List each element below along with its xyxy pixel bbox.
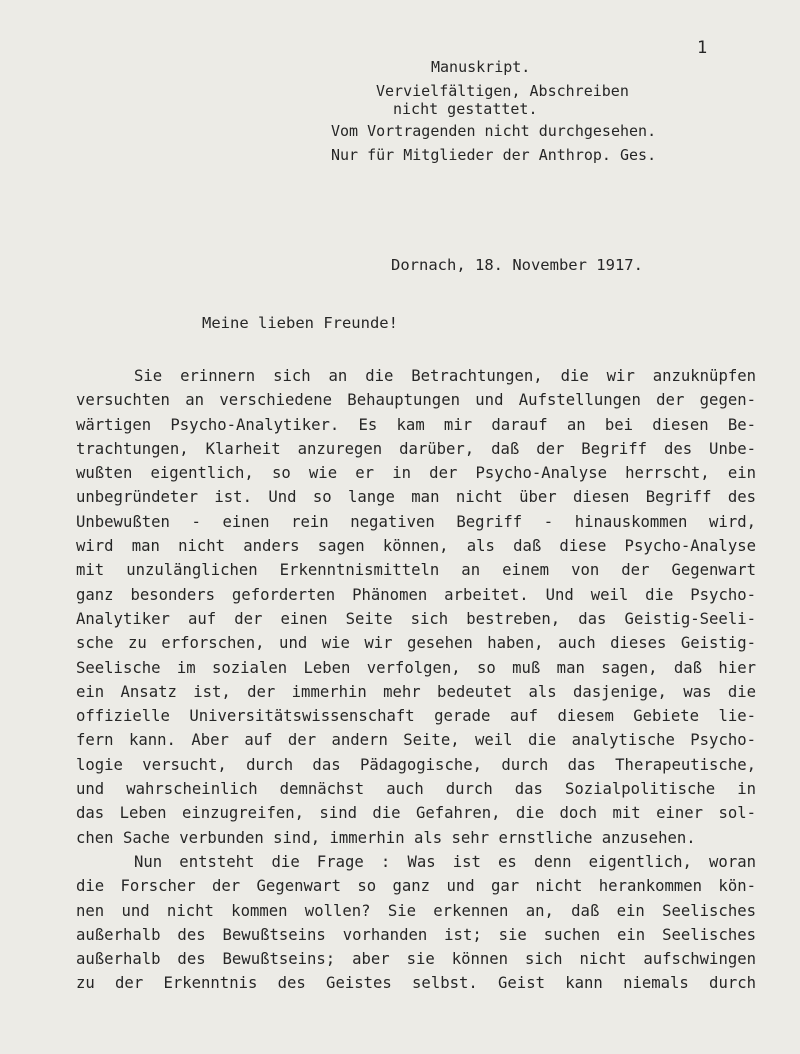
text-line: wußten eigentlich, so wie er in der Psycho-Analyse herrscht, ein (76, 464, 756, 483)
text-line: wärtigen Psycho-Analytiker. Es kam mir darauf an bei diesen Be- (76, 415, 756, 434)
header-line: Vom Vortragenden nicht durchgesehen. (331, 122, 657, 140)
header-line: Nur für Mitglieder der Anthrop. Ges. (331, 146, 657, 164)
text-line: das Leben einzugreifen, sind die Gefahren, die doch mit einer sol- (76, 804, 756, 823)
date-line: Dornach, 18. November 1917. (391, 256, 643, 274)
text-line: zu der Erkenntnis des Geistes selbst. Geist kann niemals durch (76, 974, 756, 993)
text-line: ganz besonders geforderten Phänomen arbeitet. Und weil die Psycho- (76, 585, 756, 604)
text-line: Nun entsteht die Frage : Was ist es denn eigentlich, woran (134, 852, 756, 871)
text-line: trachtungen, Klarheit anzuregen darüber, daß der Begriff des Unbe- (76, 439, 756, 458)
text-line: außerhalb des Bewußtseins; aber sie können sich nicht aufschwingen (76, 950, 756, 969)
text-line: Sie erinnern sich an die Betrachtungen, die wir anzuknüpfen (134, 367, 756, 385)
body-text (76, 364, 756, 996)
text-line: die Forscher der Gegenwart so ganz und gar nicht herankommen kön- (76, 877, 756, 896)
text-line: ein Ansatz ist, der immerhin mehr bedeutet als dasjenige, was die (76, 682, 756, 701)
text-line: außerhalb des Bewußtseins vorhanden ist; sie suchen ein Seelisches (76, 925, 756, 944)
header-line: Manuskript. (431, 58, 531, 76)
text-line: offizielle Universitätswissenschaft gerade auf diesem Gebiete lie- (76, 707, 756, 726)
text-line: fern kann. Aber auf der andern Seite, weil die analytische Psycho- (76, 731, 756, 750)
text-line: chen Sache verbunden sind, immerhin als sehr ernstliche anzusehen. (76, 828, 696, 847)
page-number: 1 (697, 38, 708, 58)
text-line: logie versucht, durch das Pädagogische, durch das Therapeutische, (76, 755, 756, 774)
text-line: mit unzulänglichen Erkenntnismitteln an einem von der Gegenwart (76, 561, 756, 580)
text-line: wird man nicht anders sagen können, als daß diese Psycho-Analyse (76, 537, 756, 556)
text-line: versuchten an verschiedene Behauptungen und Aufstellungen der gegen- (76, 391, 756, 410)
salutation: Meine lieben Freunde! (202, 314, 398, 332)
text-line: Analytiker auf der einen Seite sich bestreben, das Geistig-Seeli- (76, 609, 756, 628)
text-line: Seelische im sozialen Leben verfolgen, so muß man sagen, daß hier (76, 658, 756, 677)
text-line: Unbewußten - einen rein negativen Begriff - hinauskommen wird, (76, 512, 756, 531)
text-line: nen und nicht kommen wollen? Sie erkennen an, daß ein Seelisches (76, 901, 756, 920)
header-line: nicht gestattet. (393, 100, 538, 118)
text-line: unbegründeter ist. Und so lange man nicht über diesen Begriff des (76, 488, 756, 507)
text-line: sche zu erforschen, und wie wir gesehen haben, auch dieses Geistig- (76, 634, 756, 653)
header-line: Vervielfältigen, Abschreiben (376, 82, 629, 100)
text-line: und wahrscheinlich demnächst auch durch das Sozialpolitische in (76, 780, 756, 799)
